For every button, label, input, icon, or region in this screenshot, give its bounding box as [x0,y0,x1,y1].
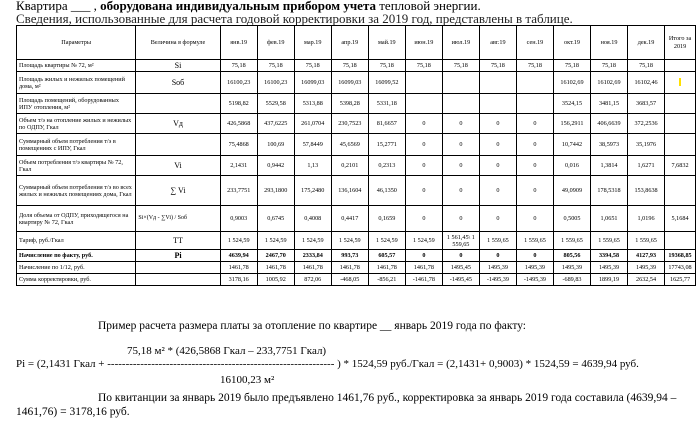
table-cell: 0,6745 [257,206,294,232]
header-month: мар.19 [294,26,331,60]
table-cell: 1495,39 [516,262,553,274]
table-cell: 75,18 [405,60,442,72]
table-cell: 1,0196 [628,206,665,232]
table-cell: 0 [479,176,516,206]
header-formula: Величина в формуле [136,26,220,60]
row-label: Начисление по факту, руб. [17,250,136,262]
table-cell: 16102,69 [591,72,628,94]
table-cell [442,94,479,114]
conclusion-line-2: 1461,76) = 3178,16 руб. [16,406,130,418]
row-total [665,114,696,134]
table-cell: 1495,45 [442,262,479,274]
title: Квартира ___ , оборудована индивидуальным прибором учета тепловой энергии. [16,0,481,13]
highlight-marker [679,78,681,86]
row-label: Доля объема от ОДПУ, приходящегося на квартиру № 72, Гкал [17,206,136,232]
row-formula-symbol: Vi [136,156,220,176]
table-cell: 3524,15 [553,94,590,114]
table-cell: 0,4008 [294,206,331,232]
header-month: окт.19 [553,26,590,60]
table-cell [442,72,479,94]
formula-numerator: 75,18 м² * (426,5868 Гкал – 233,7751 Гкал) [127,345,327,357]
table-cell: -1495,39 [479,274,516,286]
table-cell: 16099,03 [294,72,331,94]
row-formula-symbol: Si [136,60,220,72]
table-row [17,274,696,286]
table-cell: 605,57 [368,250,405,262]
row-total [665,134,696,156]
row-formula-symbol: Si×(Vд - ∑Vi) / Sоб [136,206,220,232]
table-cell: 1 524,59 [294,232,331,250]
table-cell: 261,0704 [294,114,331,134]
header-month: фев.19 [257,26,294,60]
row-total [665,72,696,94]
table-cell: 1461,78 [405,262,442,274]
row-label: Объем потребления т/э квартиры № 72, Гкал [17,156,136,176]
table-cell: 5529,58 [257,94,294,114]
table-cell: 0,4417 [331,206,368,232]
header-month: апр.19 [331,26,368,60]
table-cell: 0 [442,156,479,176]
row-formula-symbol: ∑ Vi [136,176,220,206]
table-cell: 75,18 [442,60,479,72]
formula-main: Pi = (2,1431 Гкал + -------------------------------------------------------------- ) * 1524,59 руб./Гкал = (2,1431+ 0,9003) * 1524,59 = 4639,94 руб. [16,358,639,370]
table-cell: 426,5868 [220,114,257,134]
table-cell: 293,1800 [257,176,294,206]
header-month: май.19 [368,26,405,60]
table-cell: 0,2313 [368,156,405,176]
table-cell: 178,5318 [591,176,628,206]
table-cell: 1,3814 [591,156,628,176]
table-row [17,176,696,206]
table-cell: 5313,88 [294,94,331,114]
table-cell: 1495,39 [591,262,628,274]
table-cell: 75,18 [516,60,553,72]
header-month: дек.19 [628,26,665,60]
table-cell: 0,016 [553,156,590,176]
table-cell: 5331,18 [368,94,405,114]
table-cell: 0 [516,114,553,134]
table-cell: -1461,78 [405,274,442,286]
row-formula-symbol [136,262,220,274]
row-label: Площадь квартиры № 72, м² [17,60,136,72]
table-cell: 1 559,65 [553,232,590,250]
row-label: Объем т/э на отопление жилых и нежилых по ОДПУ, Гкал [17,114,136,134]
row-label: Суммарный объем потребления т/э в помещениях с ИПУ, Гкал [17,134,136,156]
table-cell: 805,56 [553,250,590,262]
table-cell: 3481,15 [591,94,628,114]
header-month: ноя.19 [591,26,628,60]
row-total [665,232,696,250]
table-cell: 0,1659 [368,206,405,232]
header-month: сен.19 [516,26,553,60]
table-cell: 0,9003 [220,206,257,232]
table-cell: 872,06 [294,274,331,286]
table-cell: 1 561,45\ 1 559,65 [442,232,479,250]
table-cell: 45,6569 [331,134,368,156]
table-cell: 1005,92 [257,274,294,286]
row-formula-symbol: Vд [136,114,220,134]
table-cell: 0,2101 [331,156,368,176]
row-total [665,176,696,206]
table-cell: 75,18 [257,60,294,72]
row-formula-symbol: Pi [136,250,220,262]
table-cell: 372,2536 [628,114,665,134]
table-cell: 75,18 [294,60,331,72]
table-cell: 16100,23 [257,72,294,94]
table-cell: 437,6225 [257,114,294,134]
row-total [665,94,696,114]
table-cell: 153,8638 [628,176,665,206]
conclusion-line-1: По квитанции за январь 2019 было предъявлено 1461,76 руб., корректировка за январь 2019 года составила (4639,94 – [98,392,677,404]
table-cell: 0,5005 [553,206,590,232]
row-total: 19368,85 [665,250,696,262]
table-cell: -1495,45 [442,274,479,286]
table-cell: -468,05 [331,274,368,286]
table-cell: 1495,39 [479,262,516,274]
table-cell: 100,69 [257,134,294,156]
table-row [17,262,696,274]
table-header-row [17,26,696,60]
correction-table [16,25,696,286]
table-cell: 175,2480 [294,176,331,206]
table-row [17,206,696,232]
row-label: Начисление по 1/12, руб. [17,262,136,274]
table-cell: 0 [405,156,442,176]
table-cell: 1 524,59 [405,232,442,250]
table-cell: -689,83 [553,274,590,286]
header-total: Итого за 2019 [665,26,696,60]
table-cell: 0 [442,134,479,156]
row-label: Тариф, руб./Гкал [17,232,136,250]
table-cell: 0 [405,134,442,156]
table-cell: 0,9442 [257,156,294,176]
row-formula-symbol [136,94,220,114]
table-cell: 1 524,59 [220,232,257,250]
row-label: Сумма корректировки, руб. [17,274,136,286]
row-formula-symbol: TT [136,232,220,250]
table-cell: 3394,58 [591,250,628,262]
table-cell: 0 [479,206,516,232]
table-cell: 233,7751 [220,176,257,206]
table-cell: 5198,82 [220,94,257,114]
table-cell: 38,5973 [591,134,628,156]
table-cell: 75,18 [479,60,516,72]
row-total: 1625,77 [665,274,696,286]
table-cell: 0 [405,114,442,134]
table-cell: 1899,19 [591,274,628,286]
table-cell: 3178,16 [220,274,257,286]
table-cell: 0 [516,206,553,232]
table-cell: 2632,54 [628,274,665,286]
header-month: июл.19 [442,26,479,60]
table-cell: 1461,78 [220,262,257,274]
table-cell: 1 559,65 [628,232,665,250]
table-cell: 0 [516,176,553,206]
table-cell: 16102,69 [553,72,590,94]
table-row [17,94,696,114]
table-cell: 75,18 [220,60,257,72]
table-cell: 1461,78 [257,262,294,274]
table-cell: 46,1350 [368,176,405,206]
table-row [17,60,696,72]
example-intro: Пример расчета размера платы за отопление по квартире __ январь 2019 года по факту: [98,320,526,332]
table-cell: 136,1604 [331,176,368,206]
table-cell: 1461,78 [294,262,331,274]
row-total: 5,1684 [665,206,696,232]
row-total: 7,6832 [665,156,696,176]
table-cell: 0 [442,114,479,134]
table-cell: 0 [442,206,479,232]
table-cell: 4639,94 [220,250,257,262]
table-cell [479,72,516,94]
table-cell: 75,18 [368,60,405,72]
row-label: Суммарный объем потребления т/э во всех жилых и нежилых помещениях дома, Гкал [17,176,136,206]
table-cell: 2,1431 [220,156,257,176]
table-cell: 0 [516,156,553,176]
table-cell: 81,6657 [368,114,405,134]
table-cell: 3683,57 [628,94,665,114]
table-cell: 16102,46 [628,72,665,94]
table-cell: 16100,23 [220,72,257,94]
table-row [17,134,696,156]
table-cell: 75,18 [553,60,590,72]
table-cell: 57,8449 [294,134,331,156]
table-cell: 0 [405,250,442,262]
table-cell: 1 524,59 [257,232,294,250]
table-cell: 1461,78 [331,262,368,274]
table-cell: 35,1976 [628,134,665,156]
table-cell: 1 559,65 [516,232,553,250]
table-cell: 1,13 [294,156,331,176]
table-cell: -856,21 [368,274,405,286]
table-cell: 406,6639 [591,114,628,134]
table-cell: 1461,78 [368,262,405,274]
table-cell: 75,18 [628,60,665,72]
table-cell: 0 [516,134,553,156]
table-cell: 993,73 [331,250,368,262]
table-row [17,232,696,250]
table-row [17,72,696,94]
table-cell: 2467,70 [257,250,294,262]
table-cell: 5398,28 [331,94,368,114]
row-label: Площадь жилых и нежилых помещений дома, м² [17,72,136,94]
row-total: 17743,08 [665,262,696,274]
table-cell: 15,2771 [368,134,405,156]
row-formula-symbol [136,274,220,286]
table-cell: 0 [405,176,442,206]
table-cell: 0 [479,114,516,134]
table-cell: 0 [479,156,516,176]
table-cell: 75,18 [591,60,628,72]
table-cell: 1495,39 [553,262,590,274]
table-cell: -1495,39 [516,274,553,286]
table-row [17,156,696,176]
formula-denominator: 16100,23 м² [220,374,275,386]
row-formula-symbol [136,134,220,156]
table-cell: 10,7442 [553,134,590,156]
table-cell [405,72,442,94]
table-row [17,114,696,134]
table-cell [516,94,553,114]
table-cell: 4127,93 [628,250,665,262]
table-cell: 1,0651 [591,206,628,232]
table-cell: 2333,84 [294,250,331,262]
header-params: Параметры [17,26,136,60]
subtitle: Сведения, использованные для расчета годовой корректировки за 2019 год, представлены в таблице. [16,11,573,26]
table-cell: 0 [479,250,516,262]
row-total [665,60,696,72]
table-cell: 156,2911 [553,114,590,134]
table-cell: 1 559,65 [591,232,628,250]
table-cell: 1 559,65 [479,232,516,250]
table-cell: 230,7523 [331,114,368,134]
table-cell: 0 [479,134,516,156]
table-cell [516,72,553,94]
table-cell: 75,4868 [220,134,257,156]
table-cell: 1 524,59 [331,232,368,250]
table-cell: 75,18 [331,60,368,72]
table-cell: 1 524,59 [368,232,405,250]
table-cell: 0 [516,250,553,262]
table-cell: 0 [405,206,442,232]
table-cell: 0 [442,250,479,262]
table-cell: 1,6271 [628,156,665,176]
table-cell [405,94,442,114]
table-cell: 1495,39 [628,262,665,274]
table-cell [479,94,516,114]
table-cell: 16099,03 [331,72,368,94]
table-cell: 16099,52 [368,72,405,94]
table-cell: 0 [442,176,479,206]
table-row [17,250,696,262]
row-label: Площадь помещений, оборудованных ИПУ отопления, м² [17,94,136,114]
header-month: янв.19 [220,26,257,60]
header-month: авг.19 [479,26,516,60]
row-formula-symbol: Sоб [136,72,220,94]
table-cell: 49,0909 [553,176,590,206]
header-month: июн.19 [405,26,442,60]
